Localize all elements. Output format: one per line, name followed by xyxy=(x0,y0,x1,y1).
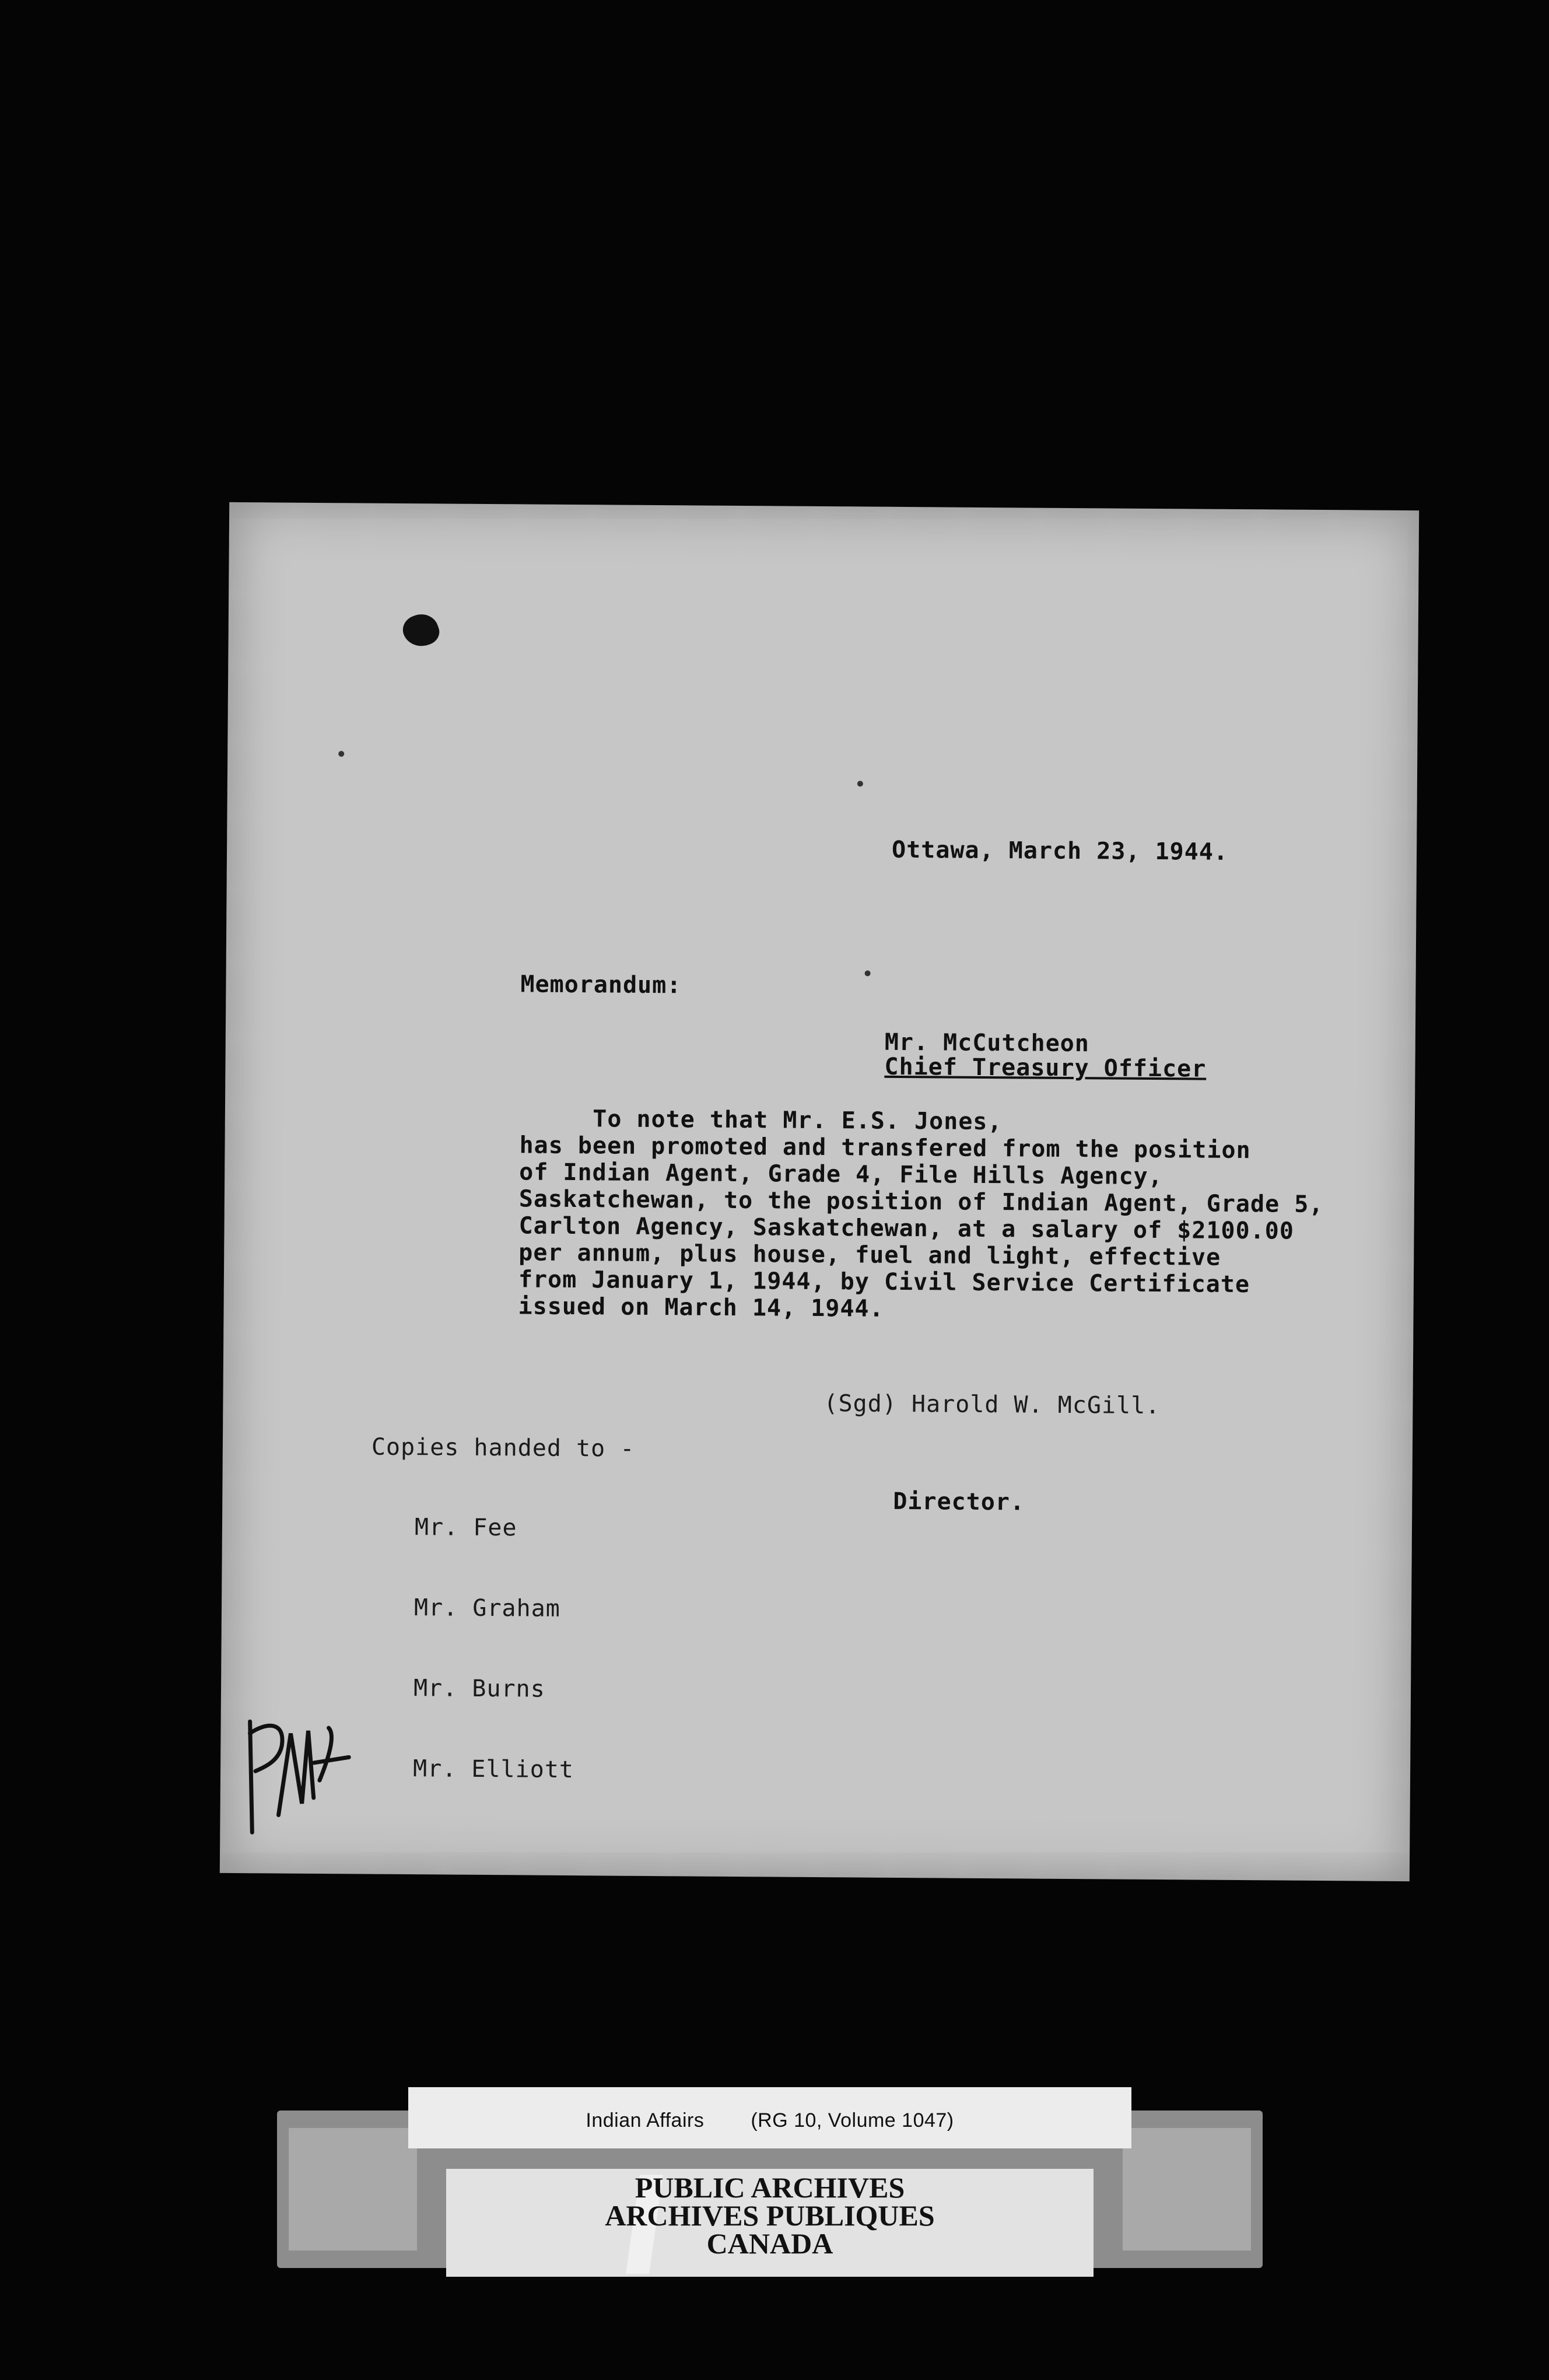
handwritten-initials xyxy=(232,1698,373,1845)
archive-holder-tab-left xyxy=(289,2128,417,2250)
paper-speck xyxy=(865,971,871,977)
memorandum-sheet xyxy=(220,502,1419,1881)
archive-title-french: ARCHIVES PUBLIQUES xyxy=(605,2199,935,2232)
paper-speck xyxy=(857,780,863,786)
archive-reference-line xyxy=(408,2109,1131,2132)
addressee-title: Chief Treasury Officer xyxy=(884,1053,1207,1083)
ink-blot-mark xyxy=(399,610,443,652)
memo-body: To note that Mr. E.S. Jones, has been promoted and transfered from the position of Indian Agent, Grade 4, File Hills Agency, Saskatchewan, to the position of Indian Agent, Grade 5, Carlton Agency, Saskatchewan, at a salary of $2100.00 per annum, plus house, fuel and light, effective from January 1, 1944, by Civil Service Certificate issued on March 14, 1944. xyxy=(518,1105,1324,1322)
memo-label: Memorandum: xyxy=(520,971,682,999)
addressee-name: Mr. McCutcheon xyxy=(884,1028,1090,1058)
copies-list xyxy=(412,1460,576,1837)
copy-recipient: Mr. Fee xyxy=(414,1514,517,1542)
archive-country: CANADA xyxy=(706,2227,833,2260)
memo-date-line: Ottawa, March 23, 1944. xyxy=(891,836,1229,866)
paper-speck xyxy=(338,751,344,757)
archive-reference-card xyxy=(408,2087,1131,2148)
copy-recipient: Mr. Elliott xyxy=(412,1755,574,1784)
archive-title-english: PUBLIC ARCHIVES xyxy=(635,2171,905,2204)
copy-recipient: Mr. Burns xyxy=(413,1675,545,1703)
signer-title: Director. xyxy=(893,1488,1025,1516)
archive-collection: Indian Affairs xyxy=(586,2109,705,2132)
archive-holder-tab-right xyxy=(1123,2128,1251,2250)
copy-recipient: Mr. Graham xyxy=(413,1594,560,1622)
signature-line: (Sgd) Harold W. McGill. xyxy=(823,1390,1161,1420)
archive-stamp-card xyxy=(446,2169,1094,2277)
archive-volume-reference: (RG 10, Volume 1047) xyxy=(751,2109,954,2132)
archive-label-strip xyxy=(277,2087,1263,2288)
copies-heading: Copies handed to - xyxy=(371,1433,635,1462)
